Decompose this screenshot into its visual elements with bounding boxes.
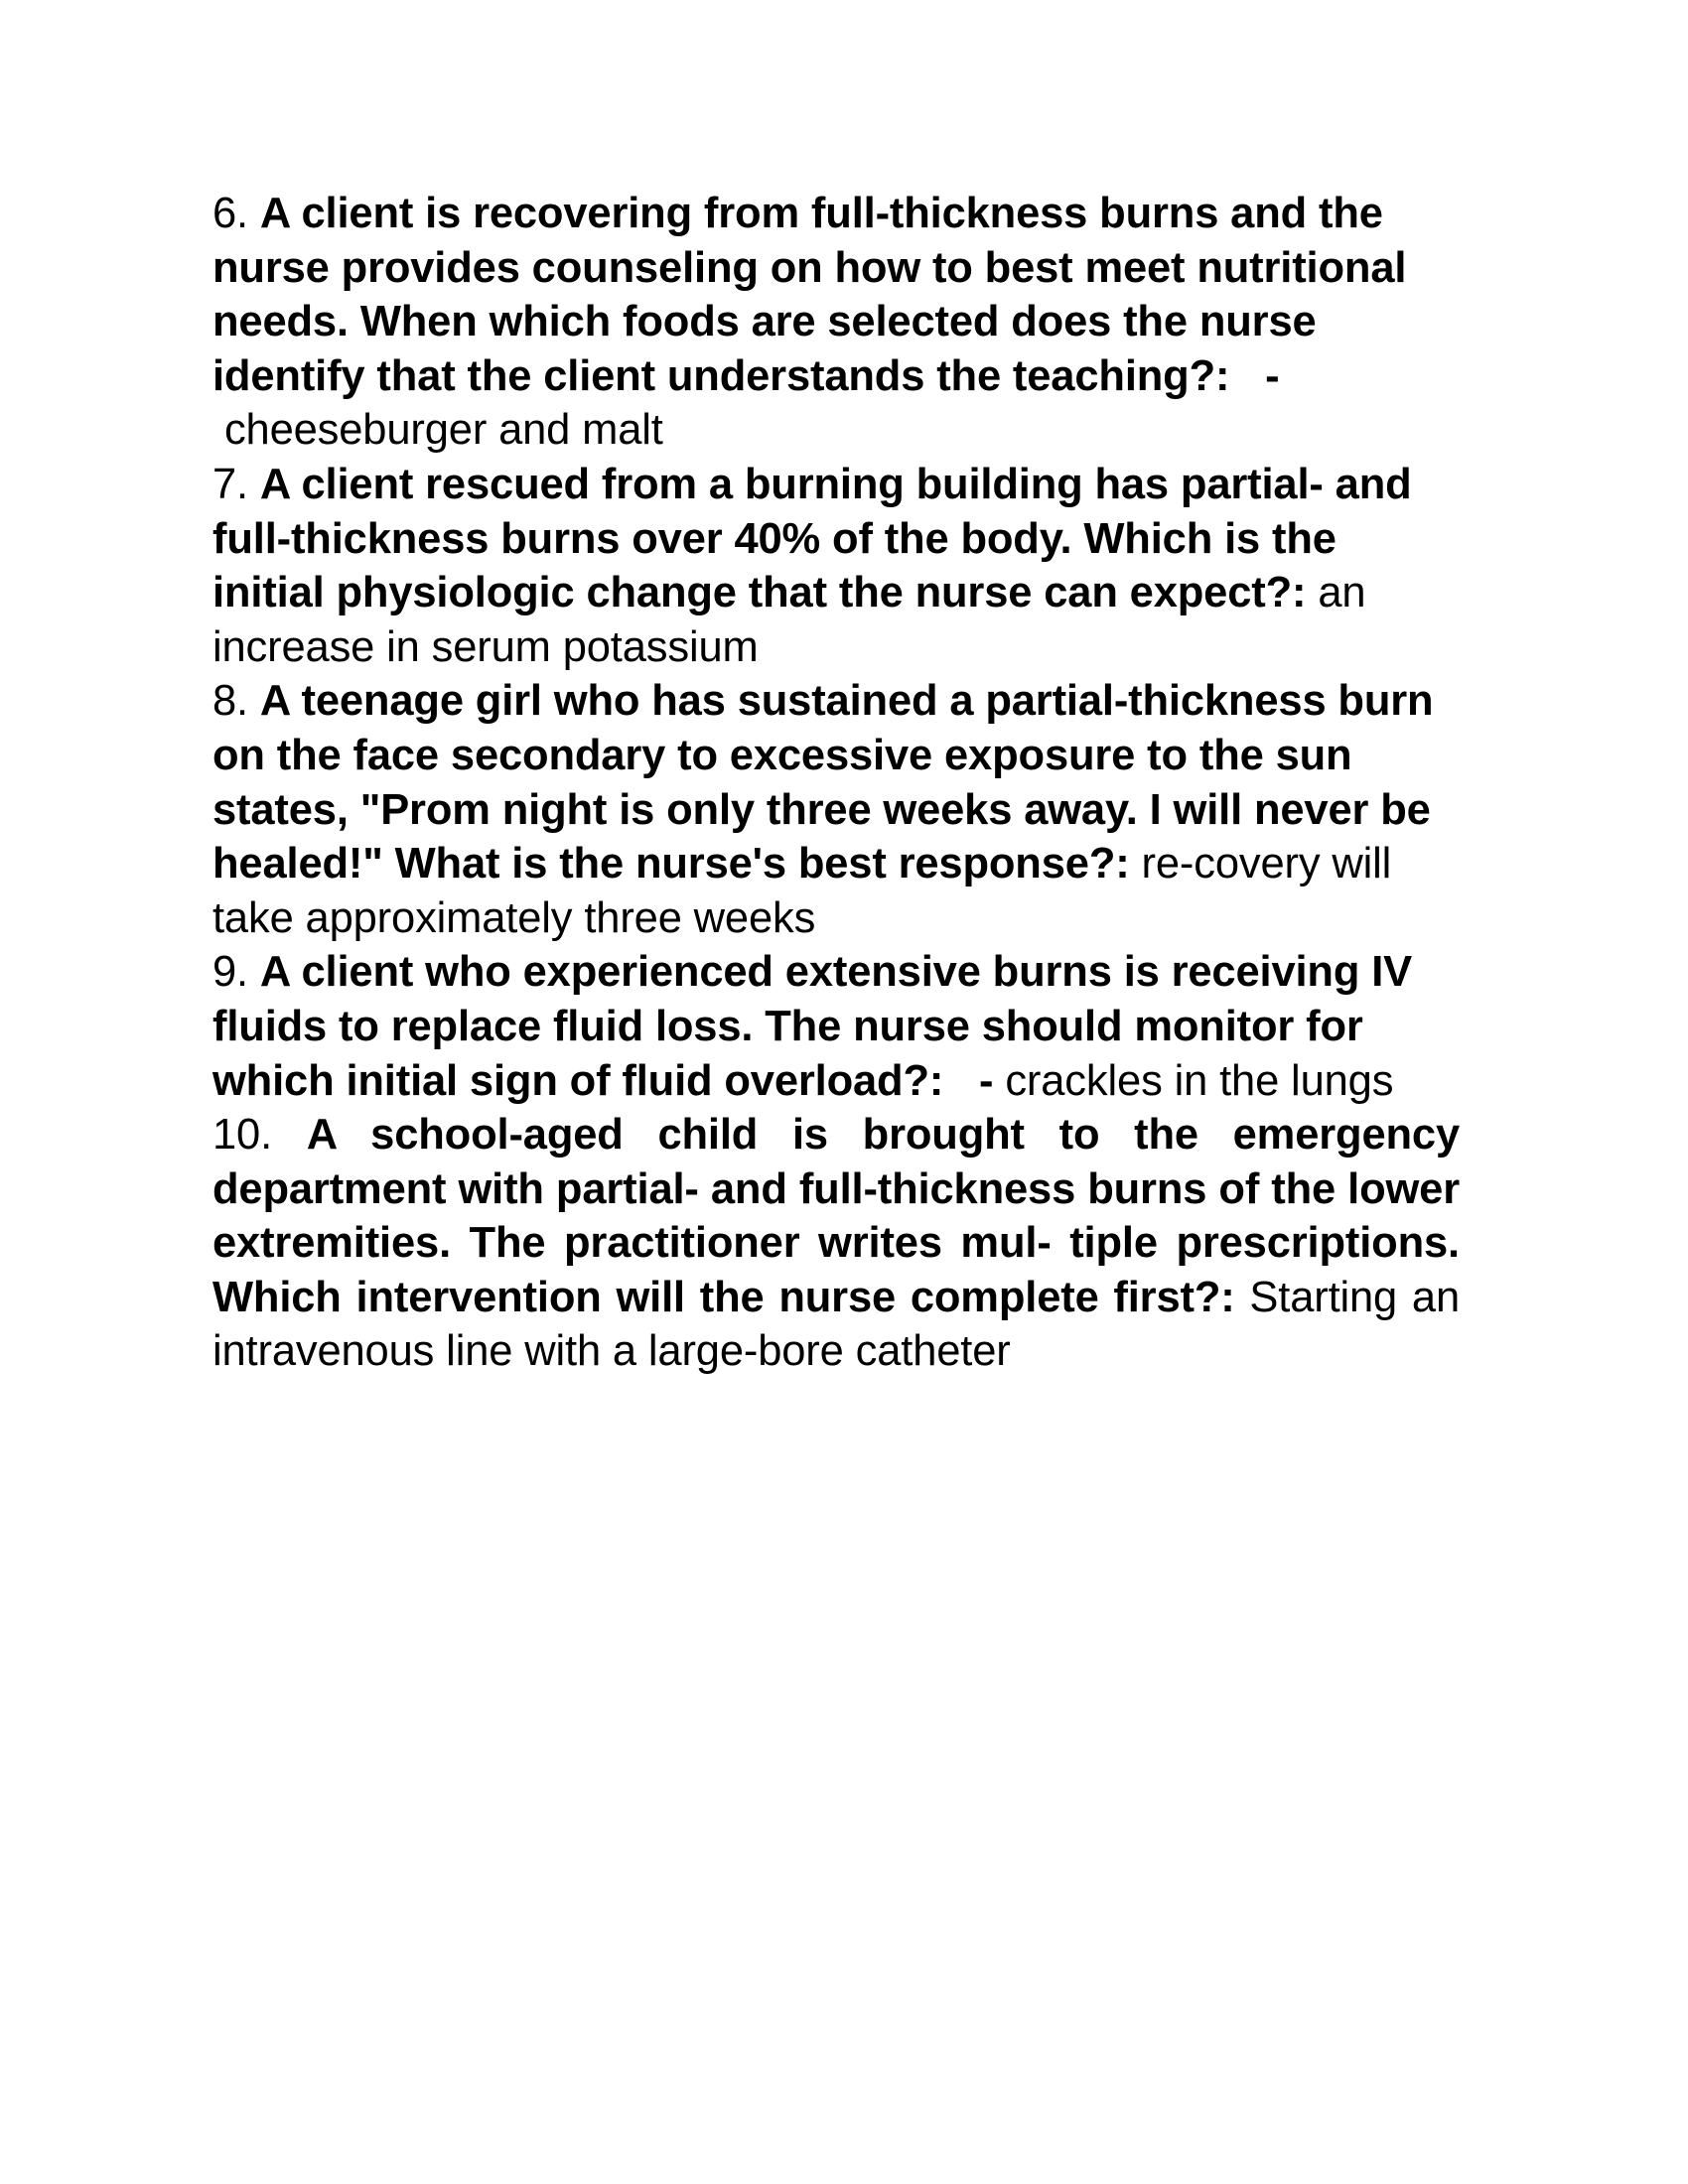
answer-text-7: an increase in serum potassium [212, 569, 1366, 671]
question-number-6: 6. [212, 190, 248, 237]
answer-text-10: Starting an intravenous line with a large-bore catheter [212, 1273, 1460, 1376]
qa-item-7 [212, 458, 1460, 674]
answer-text-8: re-covery will take approximately three weeks [212, 840, 1392, 942]
question-text-10: A school-aged child is brought to the emergency department with partial- and full-thickness burns of the lower extremities. The practitioner writes mul- tiple prescriptions. Which intervention will the nurse complete first?: [212, 1111, 1461, 1321]
question-number-9: 9. [212, 948, 248, 997]
question-number-7: 7. [212, 460, 248, 508]
answer-text-9: crackles in the lungs [1005, 1056, 1394, 1105]
question-number-10: 10. [212, 1111, 273, 1160]
question-text-8: A teenage girl who has sustained a partial-thickness burn on the face secondary to excessive exposure to the sun states, "Prom night is only three weeks away. I will never be healed!" What is the nurse's best response?: [212, 677, 1434, 888]
answer-dash-9: - [979, 1056, 994, 1105]
question-number-8: 8. [212, 677, 248, 726]
answer-text-6: cheeseburger and malt [223, 406, 663, 455]
question-text-9: A client who experienced extensive burns is receiving IV fluids to replace fluid loss. The nurse should monitor for which initial sign of fluid overload?: [212, 948, 1413, 1105]
answer-dash-6: - [1265, 351, 1280, 400]
qa-item-8 [212, 674, 1460, 945]
qa-item-6 [212, 187, 1460, 458]
qa-item-10 [212, 1108, 1460, 1379]
qa-item-9 [212, 945, 1460, 1108]
question-text-7: A client rescued from a burning building has partial- and full-thickness burns over 40% of the body. Which is the initial physiologic change that the nurse can expect?: [212, 460, 1412, 617]
question-text-6: A client is recovering from full-thickness burns and the nurse provides counseling on how to best meet nutritional needs. When which foods are selected does the nurse identify that the client understands the teaching?: [212, 190, 1407, 400]
document-body [212, 187, 1460, 1379]
